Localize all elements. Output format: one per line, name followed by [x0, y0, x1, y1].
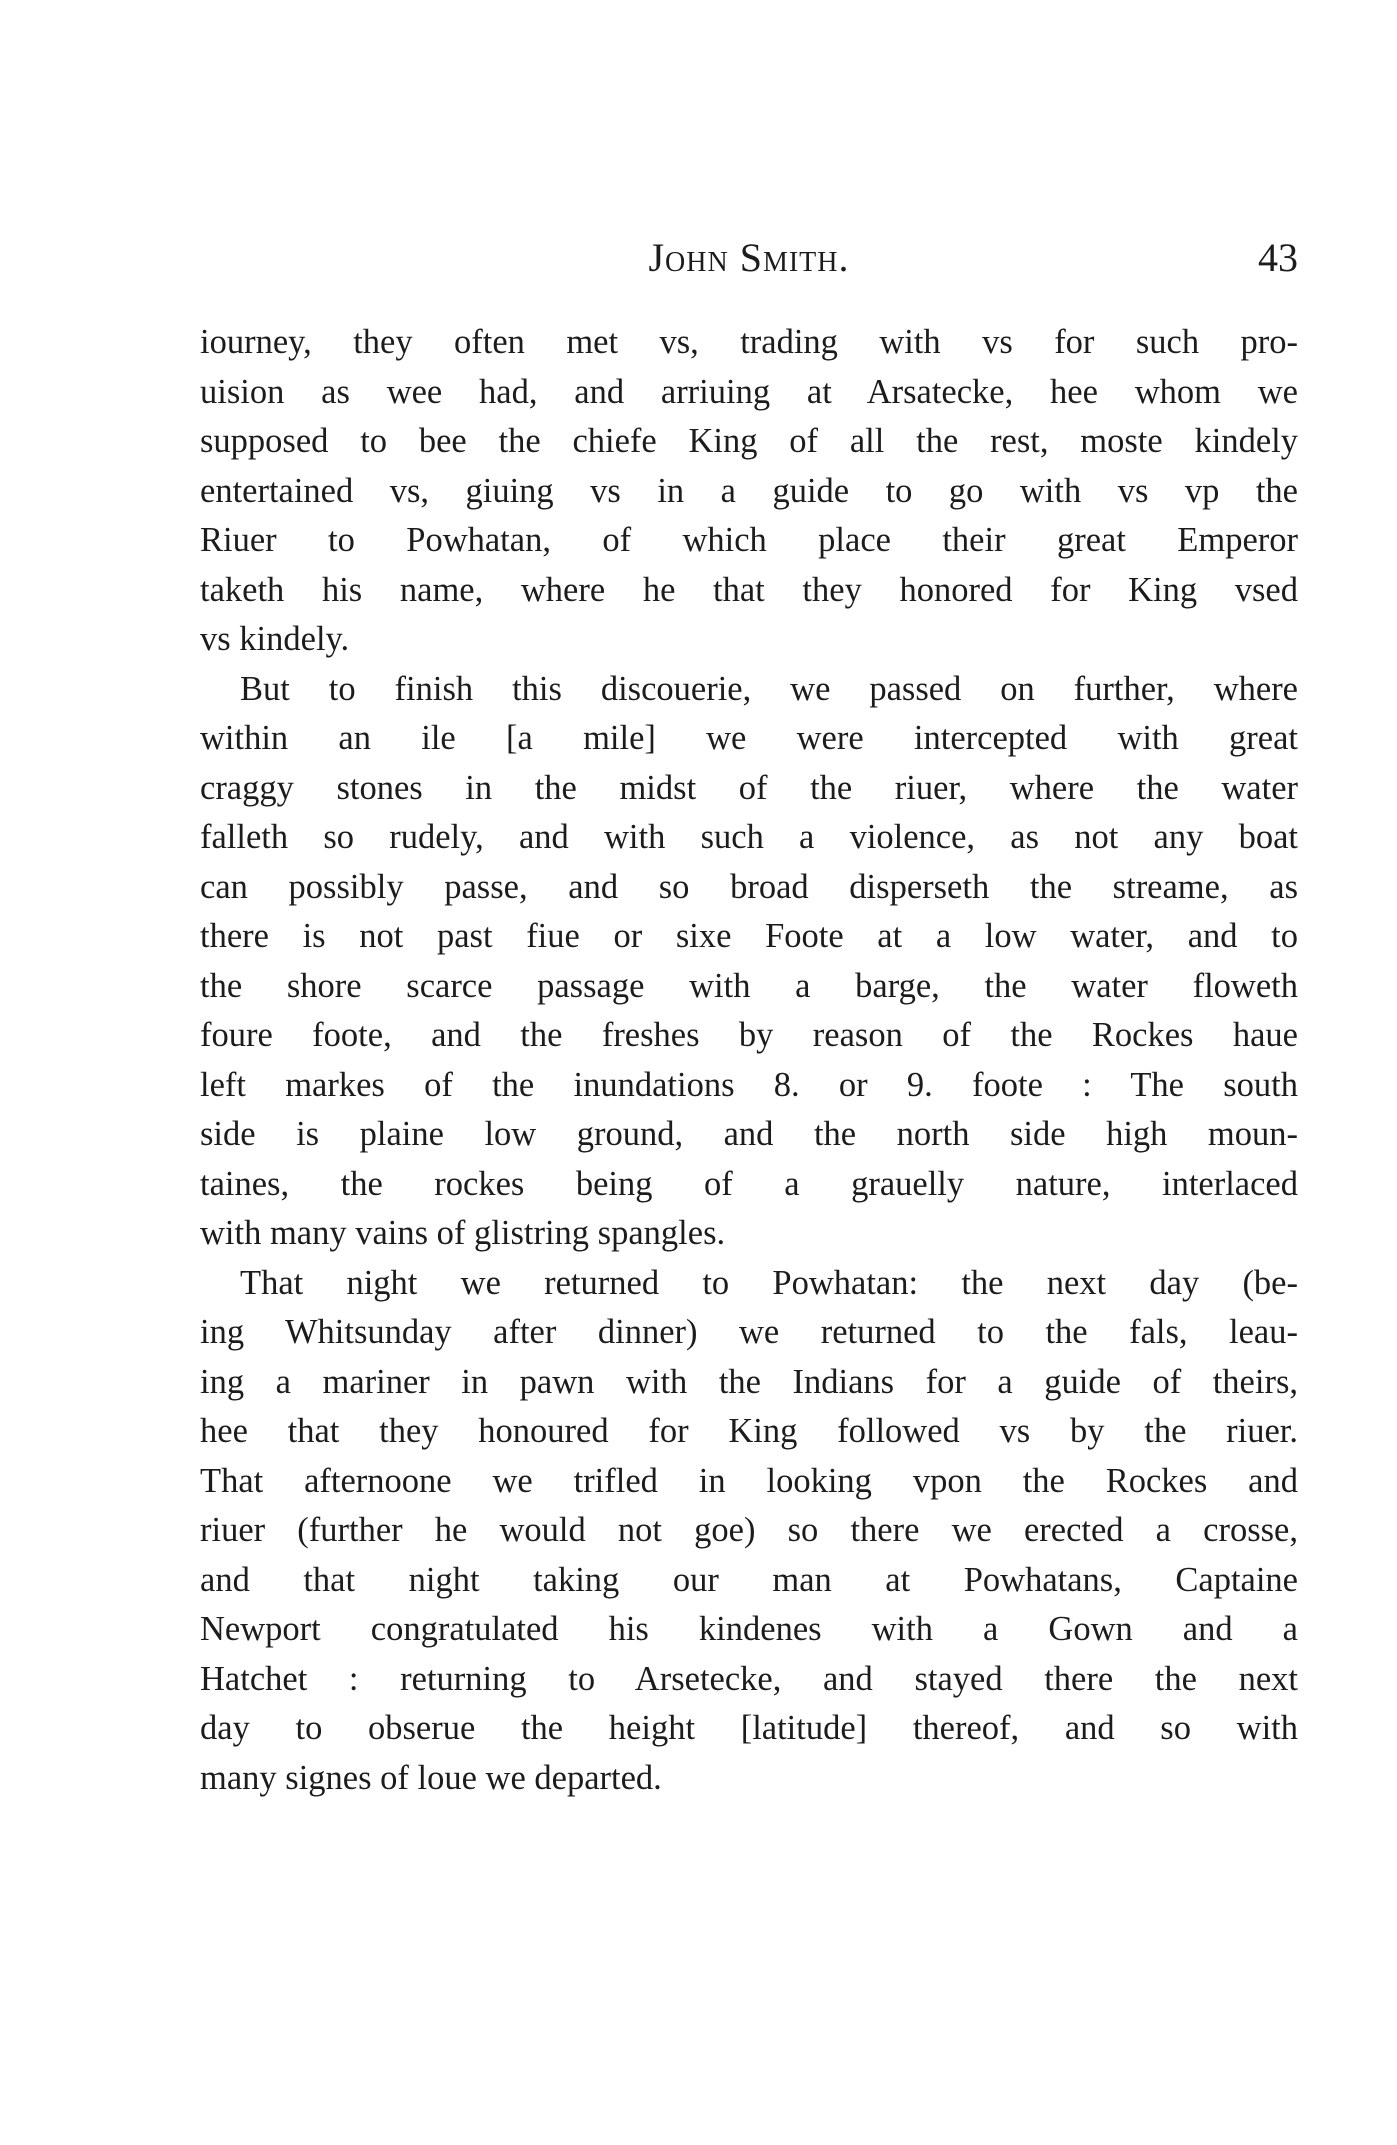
page-number: 43	[1258, 235, 1298, 280]
page-header	[200, 228, 1298, 288]
text-line: falleth so rudely, and with such a violence, as not any boat	[200, 818, 1298, 856]
text-line: Hatchet : returning to Arsetecke, and stayed there the next	[200, 1659, 1298, 1698]
text-line: entertained vs, giuing vs in a guide to go with vs vp the	[200, 471, 1298, 510]
text-line: ing a mariner in pawn with the Indians for a guide of theirs,	[200, 1362, 1298, 1401]
text-line: taines, the rockes being of a grauelly nature, interlaced	[200, 1164, 1298, 1203]
body-text	[200, 318, 1298, 1803]
text-line: uision as wee had, and arriuing at Arsatecke, hee whom we	[200, 372, 1298, 411]
text-line: hee that they honoured for King followed vs by the riuer.	[200, 1412, 1298, 1450]
text-line: That night we returned to Powhatan: the next day (be-	[240, 1263, 1298, 1302]
running-head: John Smith.	[648, 235, 850, 280]
text-line: foure foote, and the freshes by reason of the Rockes haue	[200, 1016, 1298, 1054]
text-line: and that night taking our man at Powhatans, Captaine	[200, 1560, 1298, 1599]
text-line: left markes of the inundations 8. or 9. foote : The south	[200, 1065, 1298, 1104]
text-line: Riuer to Powhatan, of which place their great Emperor	[200, 521, 1298, 559]
text-line: supposed to bee the chiefe King of all the rest, moste kindely	[200, 422, 1298, 460]
text-line: there is not past fiue or sixe Foote at a low water, and to	[200, 917, 1298, 955]
text-line: many signes of loue we departed.	[200, 1758, 662, 1797]
text-line: day to obserue the height [latitude] thereof, and so with	[200, 1709, 1298, 1747]
text-line: taketh his name, where he that they honored for King vsed	[200, 570, 1298, 609]
text-line: vs kindely.	[200, 620, 350, 658]
text-line: within an ile [a mile] we were intercepted with great	[200, 719, 1298, 757]
text-line: That afternoone we trifled in looking vpon the Rockes and	[200, 1461, 1298, 1500]
text-line: craggy stones in the midst of the riuer, where the water	[200, 768, 1298, 807]
text-line: Newport congratulated his kindenes with a Gown and a	[200, 1610, 1298, 1648]
text-line: side is plaine low ground, and the north side high moun-	[200, 1115, 1298, 1153]
text-line: But to finish this discouerie, we passed on further, where	[240, 669, 1298, 708]
text-line: riuer (further he would not goe) so there we erected a crosse,	[200, 1511, 1298, 1549]
text-line: iourney, they often met vs, trading with vs for such pro-	[200, 323, 1298, 361]
text-line: the shore scarce passage with a barge, the water floweth	[200, 966, 1298, 1005]
text-line: with many vains of glistring spangles.	[200, 1214, 726, 1252]
text-line: ing Whitsunday after dinner) we returned to the fals, leau-	[200, 1313, 1298, 1351]
text-line: can possibly passe, and so broad disperseth the streame, as	[200, 867, 1298, 906]
